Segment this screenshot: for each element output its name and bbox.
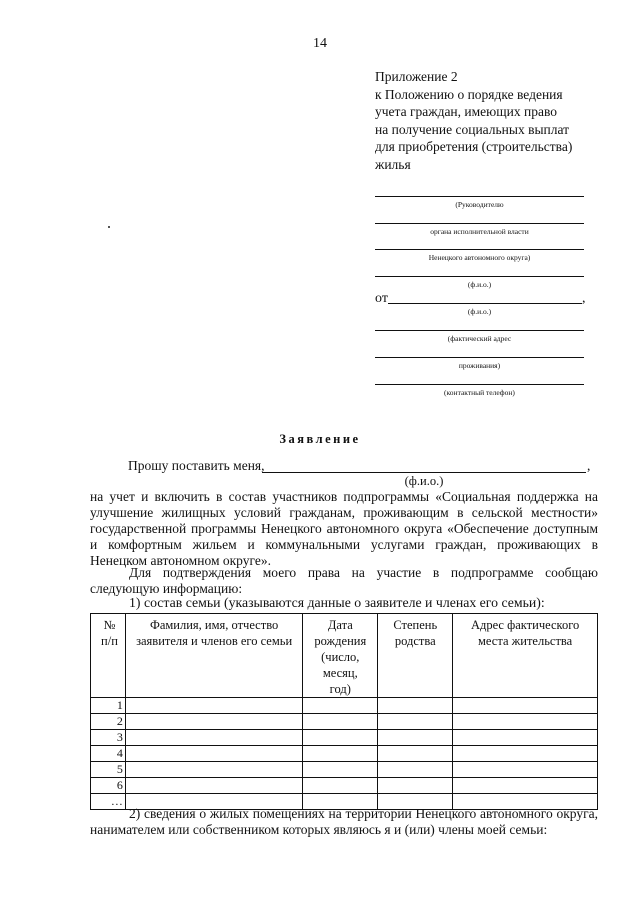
table-row xyxy=(91,778,598,794)
row-number: 2 xyxy=(91,714,126,730)
table-cell[interactable] xyxy=(453,698,598,714)
addressee-blank-line[interactable] xyxy=(375,384,584,385)
section-1-heading: 1) состав семьи (указываются данные о заявителе и членах его семьи): xyxy=(129,595,545,610)
table-cell[interactable] xyxy=(303,762,378,778)
table-cell[interactable] xyxy=(303,746,378,762)
table-cell[interactable] xyxy=(125,730,302,746)
family-table xyxy=(90,613,598,810)
table-cell[interactable] xyxy=(125,714,302,730)
table-header: Адрес фактического места жительства xyxy=(453,614,598,698)
table-cell[interactable] xyxy=(378,762,453,778)
document-title: Заявление xyxy=(279,432,361,446)
appendix-line: для приобретения (строительства) xyxy=(375,139,573,154)
table-cell[interactable] xyxy=(453,730,598,746)
table-cell[interactable] xyxy=(303,778,378,794)
table-cell[interactable] xyxy=(303,698,378,714)
fio-blank-line[interactable] xyxy=(262,472,586,473)
addressee-caption: (Руководителю xyxy=(455,200,504,209)
appendix-line: к Положению о порядке ведения xyxy=(375,86,563,102)
addressee-blank-line[interactable] xyxy=(375,249,584,250)
appendix-heading xyxy=(375,68,615,173)
table-cell[interactable] xyxy=(125,698,302,714)
fio-caption: (ф.и.о.) xyxy=(404,474,444,488)
addressee-blank-line[interactable] xyxy=(375,330,584,331)
row-number: 6 xyxy=(91,778,126,794)
table-cell[interactable] xyxy=(453,746,598,762)
addressee-caption: (контактный телефон) xyxy=(444,388,515,397)
row-number: … xyxy=(91,794,126,810)
row-number: 4 xyxy=(91,746,126,762)
table-cell[interactable] xyxy=(125,778,302,794)
appendix-line: жилья xyxy=(375,156,411,172)
request-prefix: Прошу поставить меня, xyxy=(128,458,265,473)
addressee-blank-line[interactable] xyxy=(375,223,584,224)
table-header: Степень родства xyxy=(378,614,453,698)
addressee-caption: Ненецкого автономного округа) xyxy=(428,253,531,262)
addressee-caption: органа исполнительной власти xyxy=(430,227,529,236)
table-cell[interactable] xyxy=(303,714,378,730)
table-cell[interactable] xyxy=(453,714,598,730)
from-comma: , xyxy=(582,291,586,306)
appendix-line: учета граждан, имеющих право xyxy=(375,104,557,119)
table-cell[interactable] xyxy=(453,762,598,778)
addressee-blank-line[interactable] xyxy=(375,196,584,197)
scan-speck xyxy=(108,226,110,228)
table-row xyxy=(91,730,598,746)
table-cell[interactable] xyxy=(125,762,302,778)
appendix-line: на получение социальных выплат xyxy=(375,121,570,137)
request-body: на учет и включить в состав участников подпрограммы «Социальная поддержка на улучшение жилищных условий гражданам, проживающим в сельской местности» государственной программы Ненецкого автономного округа «Обеспечение доступным и комфортным жильем и коммунальными услугами граждан, проживающих в Ненецком автономном округе». xyxy=(90,489,598,568)
table-cell[interactable] xyxy=(378,698,453,714)
addressee-caption: (фактический адрес xyxy=(447,334,512,343)
table-header-row xyxy=(91,614,598,698)
from-blank-line[interactable] xyxy=(388,303,582,304)
table-row xyxy=(91,762,598,778)
row-number: 5 xyxy=(91,762,126,778)
section-2-paragraph: 2) сведения о жилых помещениях на территории Ненецкого автономного округа, нанимателем или собственником которых являюсь я и (или) члены моей семьи: xyxy=(90,806,598,837)
table-header: Фамилия, имя, отчество заявителя и членов его семьи xyxy=(125,614,302,698)
addressee-blank-line[interactable] xyxy=(375,357,584,358)
addressee-caption: проживания) xyxy=(458,361,501,370)
table-cell[interactable] xyxy=(378,778,453,794)
table-header: № п/п xyxy=(91,614,126,698)
table-cell[interactable] xyxy=(378,730,453,746)
table-row xyxy=(91,698,598,714)
table-cell[interactable] xyxy=(378,746,453,762)
table-cell[interactable] xyxy=(125,746,302,762)
from-label: от xyxy=(375,291,388,306)
appendix-line: Приложение 2 xyxy=(375,69,458,84)
table-header: Дата рождения (число, месяц, год) xyxy=(303,614,378,698)
table-row xyxy=(91,746,598,762)
table-cell[interactable] xyxy=(378,714,453,730)
row-number: 1 xyxy=(91,698,126,714)
addressee-caption: (ф.и.о.) xyxy=(467,307,492,316)
page-number: 14 xyxy=(313,36,327,51)
request-comma: , xyxy=(587,458,591,473)
table-cell[interactable] xyxy=(453,778,598,794)
table-row xyxy=(91,714,598,730)
addressee-blank-line[interactable] xyxy=(375,276,584,277)
confirm-paragraph: Для подтверждения моего права на участие в подпрограмме сообщаю следующую информацию: xyxy=(90,565,598,596)
row-number: 3 xyxy=(91,730,126,746)
addressee-caption: (ф.и.о.) xyxy=(467,280,492,289)
table-cell[interactable] xyxy=(303,730,378,746)
